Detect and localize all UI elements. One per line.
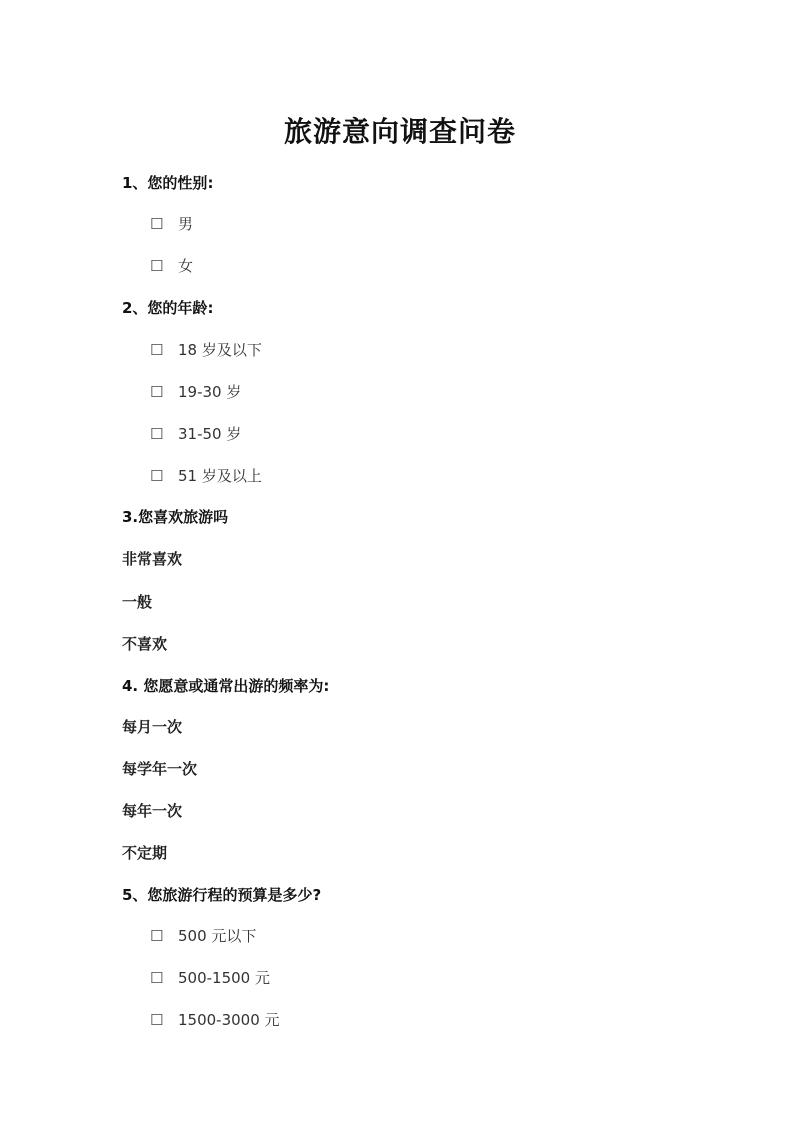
option-male[interactable]	[150, 214, 193, 234]
answer-freq-semester[interactable]: 每学年一次	[122, 760, 198, 778]
option-label: 19-30 岁	[178, 383, 242, 401]
answer-freq-irregular[interactable]: 不定期	[122, 844, 168, 862]
option-age-31-50[interactable]	[150, 424, 241, 444]
answer-like-no[interactable]: 不喜欢	[122, 635, 168, 653]
page-title: 旅游意向调查问卷	[283, 115, 516, 148]
question-frequency: 4. 您愿意或通常出游的频率为:	[122, 677, 330, 695]
question-budget: 5、您旅游行程的预算是多少?	[122, 886, 322, 904]
option-label: 18 岁及以下	[178, 341, 262, 359]
question-age: 2、您的年龄:	[122, 299, 214, 317]
question-gender: 1、您的性别:	[122, 174, 214, 192]
option-budget-500-1500[interactable]	[150, 968, 270, 988]
checkbox-icon[interactable]: ☐	[150, 927, 164, 945]
checkbox-icon[interactable]: ☐	[150, 215, 164, 233]
checkbox-icon[interactable]: ☐	[150, 467, 164, 485]
option-age-19-30[interactable]	[150, 382, 241, 402]
checkbox-icon[interactable]: ☐	[150, 257, 164, 275]
option-label: 31-50 岁	[178, 425, 242, 443]
option-budget-below-500[interactable]	[150, 926, 256, 946]
answer-like-very[interactable]: 非常喜欢	[122, 550, 183, 568]
checkbox-icon[interactable]: ☐	[150, 1011, 164, 1029]
answer-freq-yearly[interactable]: 每年一次	[122, 802, 183, 820]
checkbox-icon[interactable]: ☐	[150, 383, 164, 401]
option-label: 51 岁及以上	[178, 467, 262, 485]
option-label: 男	[178, 215, 194, 233]
option-age-51-above[interactable]	[150, 466, 262, 486]
checkbox-icon[interactable]: ☐	[150, 425, 164, 443]
option-budget-1500-3000[interactable]	[150, 1010, 280, 1030]
option-label: 500-1500 元	[178, 969, 270, 987]
option-female[interactable]	[150, 256, 193, 276]
question-like-travel: 3.您喜欢旅游吗	[122, 508, 229, 526]
checkbox-icon[interactable]: ☐	[150, 341, 164, 359]
option-label: 女	[178, 257, 194, 275]
option-label: 1500-3000 元	[178, 1011, 280, 1029]
option-label: 500 元以下	[178, 927, 257, 945]
checkbox-icon[interactable]: ☐	[150, 969, 164, 987]
option-age-18-below[interactable]	[150, 340, 262, 360]
answer-like-average[interactable]: 一般	[122, 593, 153, 611]
answer-freq-monthly[interactable]: 每月一次	[122, 718, 183, 736]
